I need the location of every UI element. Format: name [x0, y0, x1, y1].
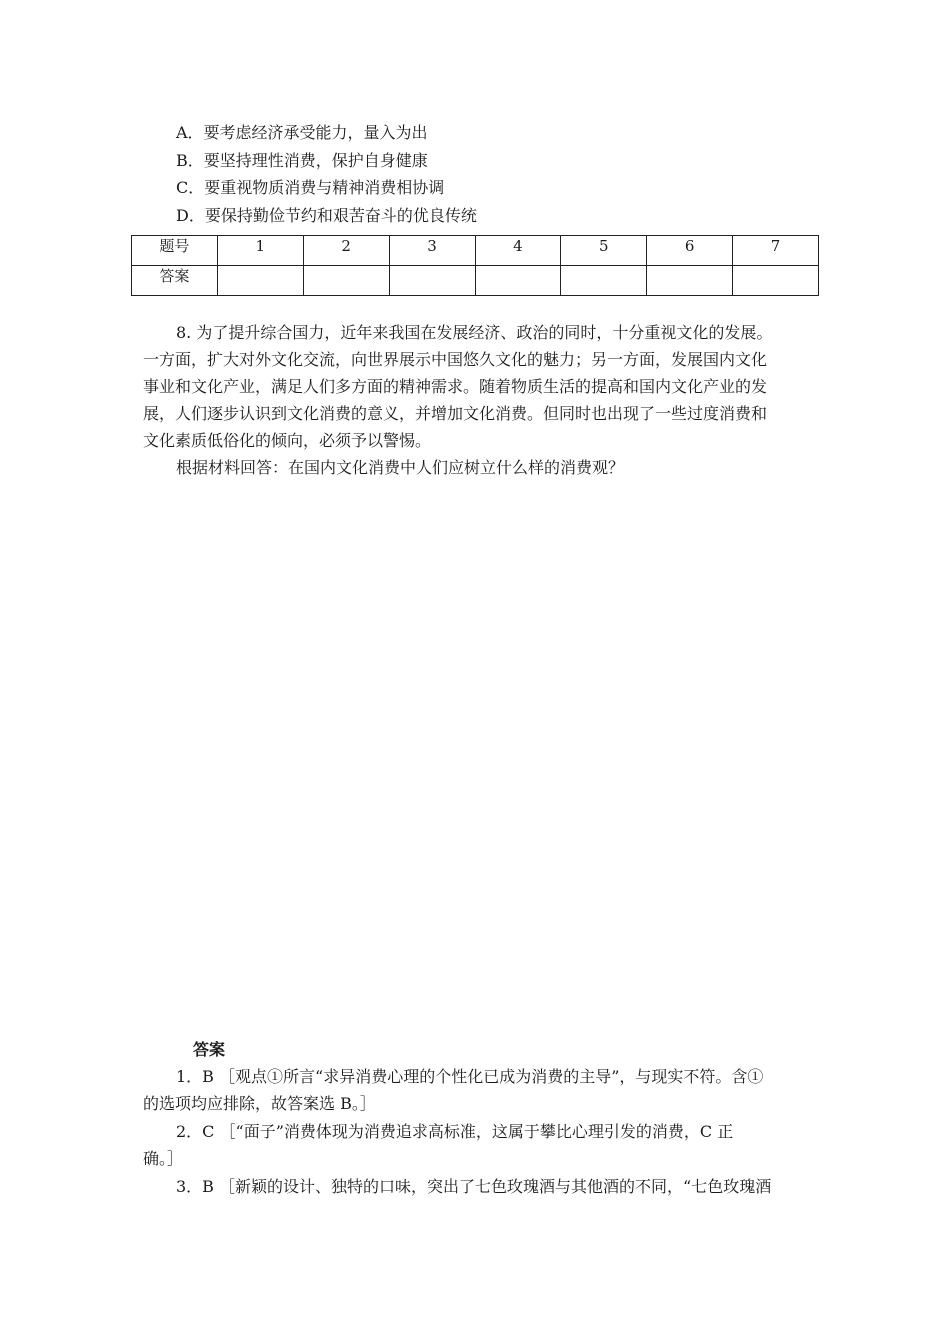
answer-blank-cell[interactable]	[389, 266, 475, 296]
table-number-cell: 1	[217, 236, 303, 266]
answer-blank-cell[interactable]	[647, 266, 733, 296]
table-answer-row	[132, 266, 819, 296]
answer-blank-cell[interactable]	[217, 266, 303, 296]
option-a: A．要考虑经济承受能力，量入为出	[176, 123, 428, 142]
table-number-cell: 4	[475, 236, 561, 266]
option-d: D．要保持勤俭节约和艰苦奋斗的优良传统	[176, 206, 477, 225]
table-number-cell: 3	[389, 236, 475, 266]
table-answer-label: 答案	[132, 266, 218, 296]
question-8-prompt: 根据材料回答：在国内文化消费中人们应树立什么样的消费观？	[176, 458, 625, 477]
table-header-label: 题号	[132, 236, 218, 266]
question-8-line-5: 文化素质低俗化的倾向，必须予以警惕。	[143, 431, 432, 450]
table-number-cell: 5	[561, 236, 647, 266]
answer-1-line-1: 1．B ［观点①所言“求异消费心理的个性化已成为消费的主导”，与现实不符。含①	[176, 1067, 764, 1086]
answer-1-line-2: 的选项均应排除，故答案选 B。］	[143, 1094, 376, 1113]
question-8-line-3: 事业和文化产业，满足人们多方面的精神需求。随着物质生活的提高和国内文化产业的发	[143, 377, 768, 396]
answer-blank-cell[interactable]	[733, 266, 819, 296]
answers-heading: 答案	[193, 1040, 226, 1059]
table-header-row	[132, 236, 819, 266]
option-c: C．要重视物质消费与精神消费相协调	[176, 178, 445, 197]
question-8-line-1: 8. 为了提升综合国力，近年来我国在发展经济、政治的同时，十分重视文化的发展。	[176, 323, 773, 342]
table-number-cell: 6	[647, 236, 733, 266]
table-number-cell: 2	[303, 236, 389, 266]
answer-2-line-2: 确。］	[143, 1149, 184, 1168]
answer-grid-table	[131, 235, 819, 296]
option-b: B．要坚持理性消费，保护自身健康	[176, 151, 428, 170]
question-8-line-2: 一方面，扩大对外文化交流，向世界展示中国悠久文化的魅力；另一方面，发展国内文化	[143, 350, 768, 369]
answer-blank-cell[interactable]	[475, 266, 561, 296]
table-number-cell: 7	[733, 236, 819, 266]
question-8-line-4: 展，人们逐步认识到文化消费的意义，并增加文化消费。但同时也出现了一些过度消费和	[143, 404, 768, 423]
answer-2-line-1: 2．C ［“面子”消费体现为消费追求高标准，这属于攀比心理引发的消费，C 正	[176, 1122, 734, 1141]
answer-blank-cell[interactable]	[303, 266, 389, 296]
answer-blank-cell[interactable]	[561, 266, 647, 296]
answer-3-line-1: 3．B ［新颖的设计、独特的口味，突出了七色玫瑰酒与其他酒的不同，“七色玫瑰酒	[176, 1177, 772, 1196]
